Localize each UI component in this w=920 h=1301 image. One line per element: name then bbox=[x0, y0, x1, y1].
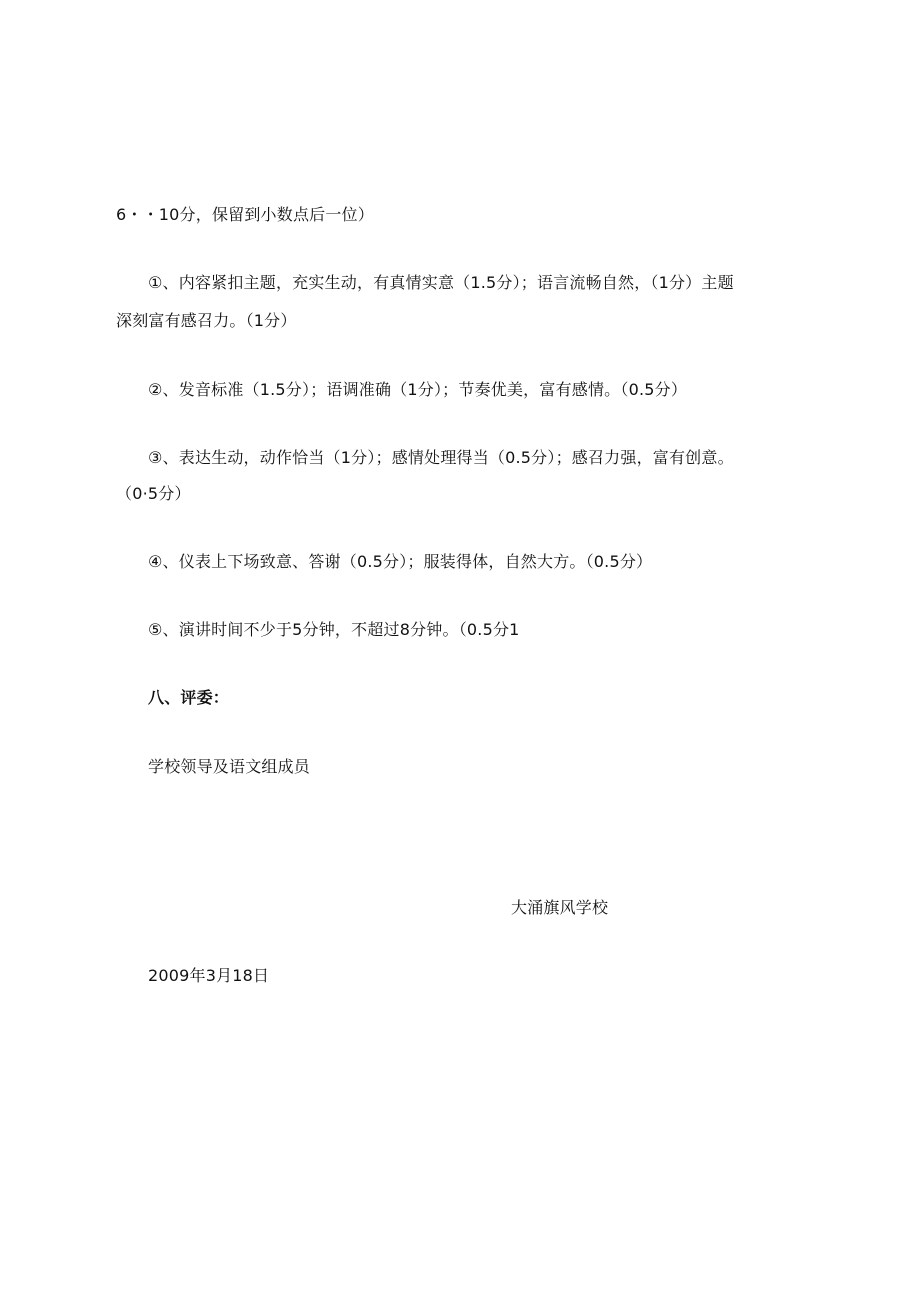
criterion-3-line-1: ③、表达生动，动作恰当（1分）；感情处理得当（0.5分）；感召力强，富有创意。 bbox=[148, 448, 734, 467]
judges-heading: 八、评委： bbox=[148, 688, 230, 707]
criterion-2-line-1: ②、发音标准（1.5分）；语调准确（1分）；节奏优美，富有感情。（0.5分） bbox=[148, 380, 688, 399]
criterion-4-line-1: ④、仪表上下场致意、答谢（0.5分）；服装得体，自然大方。（0.5分） bbox=[148, 552, 653, 571]
criterion-3-line-2: （0·5分） bbox=[116, 484, 191, 503]
judges-text: 学校领导及语文组成员 bbox=[148, 757, 311, 776]
criteria-intro: 6・・10分，保留到小数点后一位） bbox=[116, 205, 374, 224]
criterion-5-line-1: ⑤、演讲时间不少于5分钟，不超过8分钟。（0.5分1 bbox=[148, 620, 520, 639]
criterion-1-line-2: 深刻富有感召力。（1分） bbox=[116, 311, 297, 330]
school-name: 大涌旗风学校 bbox=[511, 898, 609, 917]
criterion-1-line-1: ①、内容紧扣主题，充实生动，有真情实意（1.5分）；语言流畅自然，（1分）主题 bbox=[148, 273, 734, 292]
document-date: 2009年3月18日 bbox=[148, 966, 270, 985]
